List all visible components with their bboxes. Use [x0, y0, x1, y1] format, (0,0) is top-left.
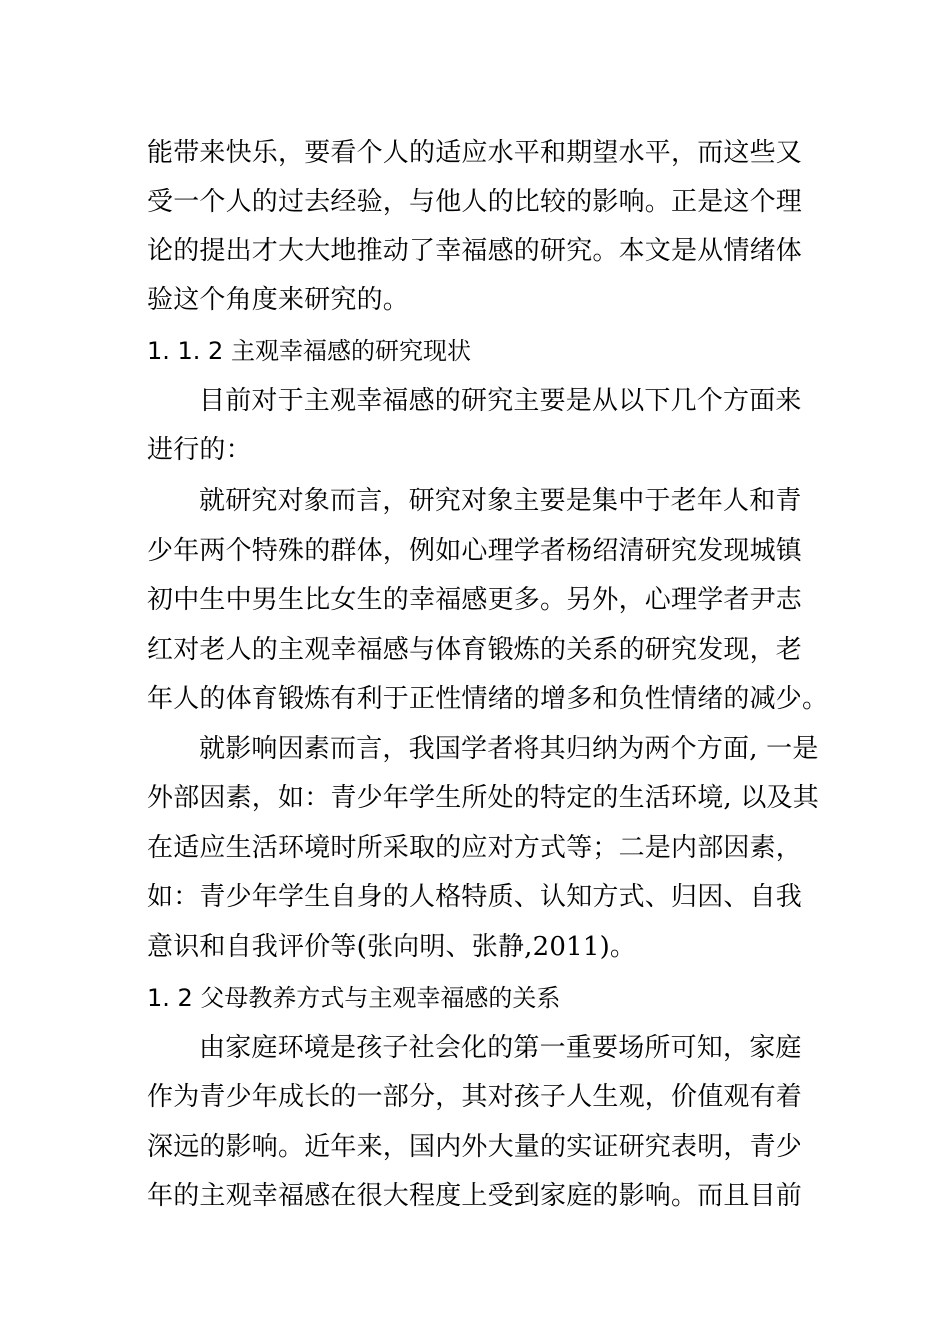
body-text-line: 如：青少年学生自身的人格特质、认知方式、归因、自我: [147, 882, 803, 912]
body-text-line: 年的主观幸福感在很大程度上受到家庭的影响。而且目前: [147, 1181, 803, 1211]
body-text-line: 进行的：: [147, 435, 252, 465]
body-text-line: 外部因素，如：青少年学生所处的特定的生活环境, 以及其: [147, 783, 819, 813]
body-text-line: 就研究对象而言，研究对象主要是集中于老年人和青: [199, 486, 802, 516]
body-text-line: 受一个人的过去经验，与他人的比较的影响。正是这个理: [147, 187, 803, 217]
body-text-line: 初中生中男生比女生的幸福感更多。另外，心理学者尹志: [147, 585, 803, 615]
body-text-line: 红对老人的主观幸福感与体育锻炼的关系的研究发现，老: [147, 635, 803, 665]
section-heading-1-2: 1. 2 父母教养方式与主观幸福感的关系: [147, 984, 561, 1012]
section-heading-1-1-2: 1. 1. 2 主观幸福感的研究现状: [147, 337, 471, 365]
body-text-line: 就影响因素而言，我国学者将其归纳为两个方面, 一是: [199, 734, 819, 764]
body-text-line: 少年两个特殊的群体，例如心理学者杨绍清研究发现城镇: [147, 536, 803, 566]
body-text-line: 论的提出才大大地推动了幸福感的研究。本文是从情绪体: [147, 236, 803, 266]
body-text-line: 能带来快乐，要看个人的适应水平和期望水平，而这些又: [147, 138, 803, 168]
body-text-line: 在适应生活环境时所采取的应对方式等；二是内部因素，: [147, 833, 803, 863]
body-text-line: 验这个角度来研究的。: [147, 285, 410, 315]
body-text-line: 深远的影响。近年来，国内外大量的实证研究表明，青少: [147, 1132, 803, 1162]
body-text-line: 由家庭环境是孩子社会化的第一重要场所可知，家庭: [199, 1033, 802, 1063]
body-text-line: 作为青少年成长的一部分，其对孩子人生观，价值观有着: [147, 1082, 803, 1112]
body-text-line: 年人的体育锻炼有利于正性情绪的增多和负性情绪的减少。: [147, 684, 829, 714]
body-text-line: 目前对于主观幸福感的研究主要是从以下几个方面来: [199, 386, 802, 416]
body-text-line: 意识和自我评价等(张向明、张静,2011)。: [147, 932, 637, 962]
